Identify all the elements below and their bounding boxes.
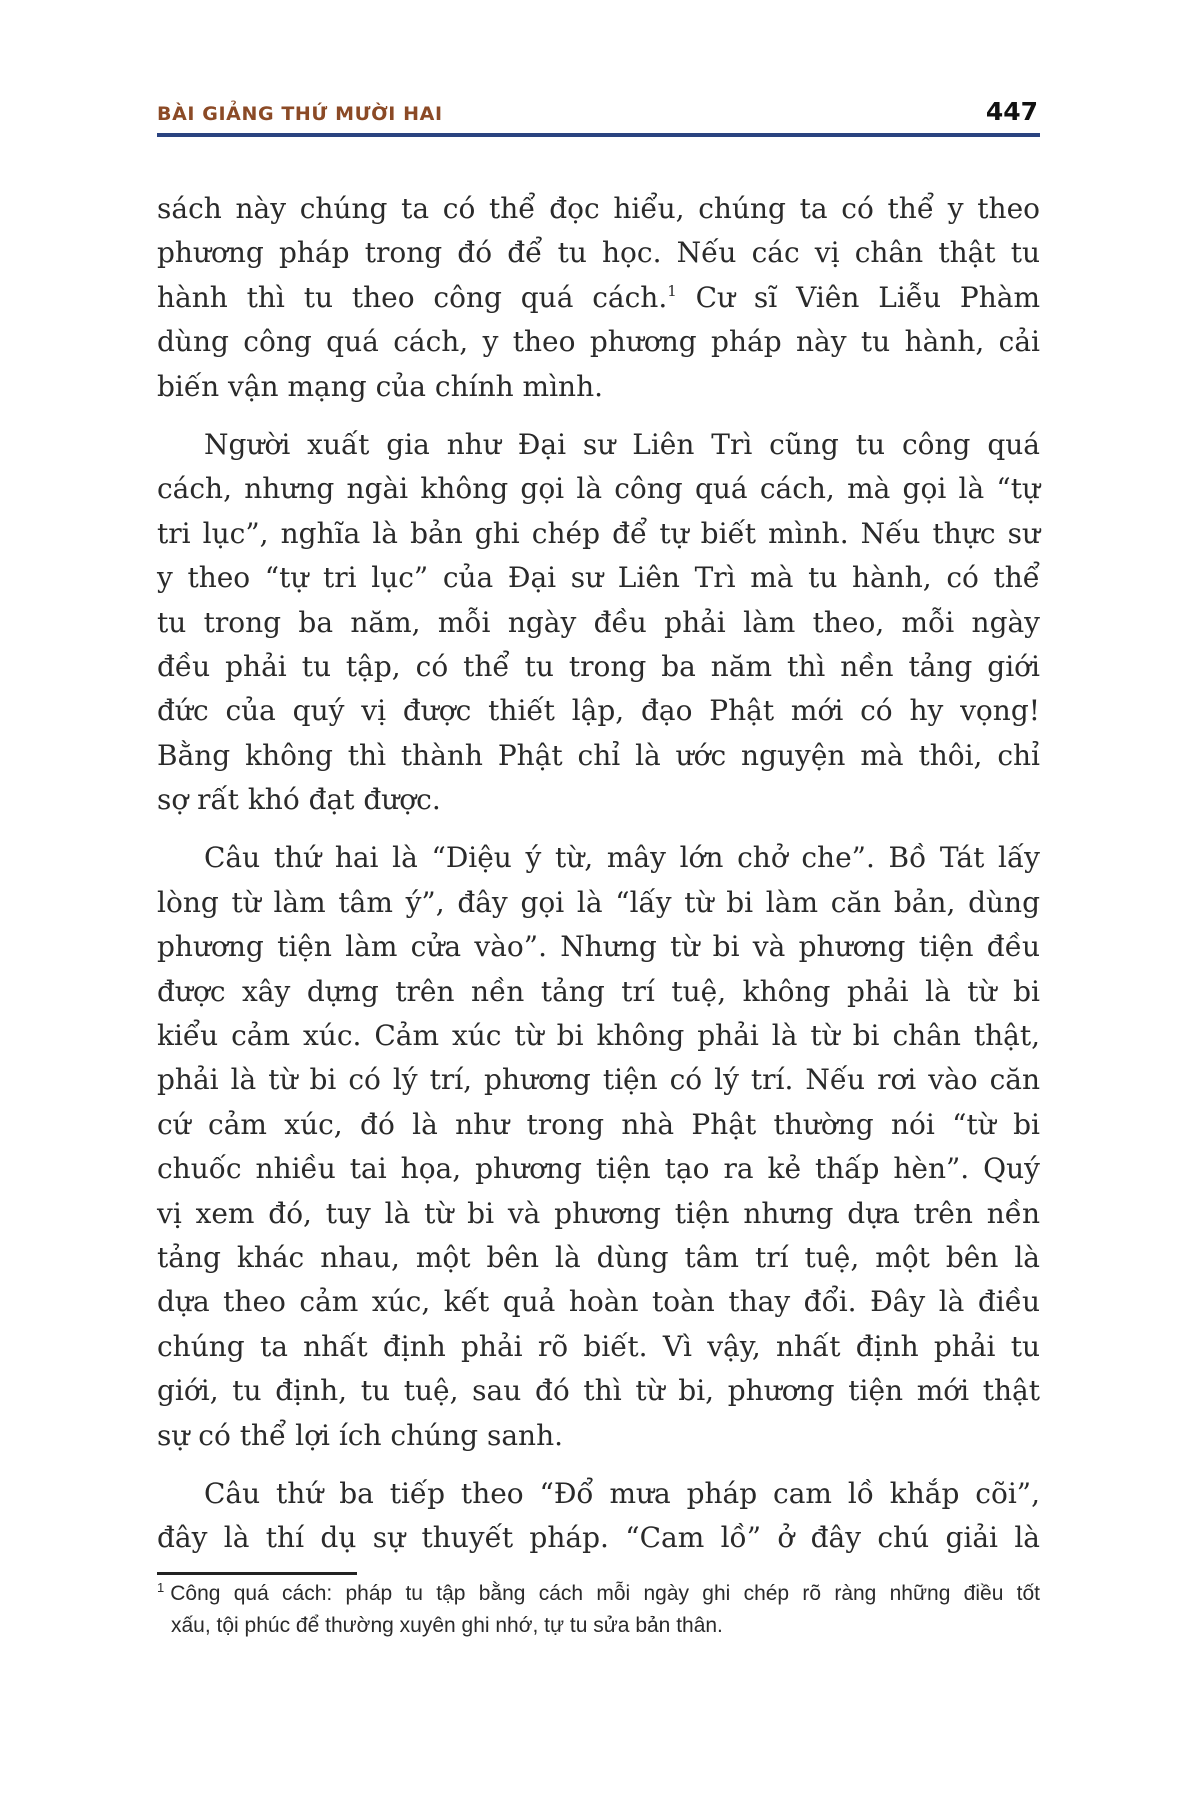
text-line: vị xem đó, tuy là từ bi và phương tiện nhưng dựa trên nền bbox=[157, 1196, 1040, 1230]
text-line: dựa theo cảm xúc, kết quả hoàn toàn thay đổi. Đây là điều bbox=[157, 1285, 1040, 1319]
footnote-text: Công quá cách: pháp tu tập bằng cách mỗi ngày ghi chép rõ ràng những điều tốt bbox=[170, 1582, 1040, 1605]
text-line: Người xuất gia như Đại sư Liên Trì cũng tu công quá bbox=[204, 427, 1040, 461]
text-line: Bằng không thì thành Phật chỉ là ước nguyện mà thôi, chỉ bbox=[157, 738, 1040, 772]
footnote-marker: 1 bbox=[157, 1580, 165, 1595]
text-line: cứ cảm xúc, đó là như trong nhà Phật thường nói “từ bi bbox=[157, 1107, 1040, 1141]
paragraph-2 bbox=[157, 423, 1040, 823]
text-line: chuốc nhiều tai họa, phương tiện tạo ra kẻ thấp hèn”. Quý bbox=[157, 1152, 1040, 1186]
text-line: sách này chúng ta có thể đọc hiểu, chúng ta có thể y theo bbox=[157, 192, 1040, 225]
text-line: đây là thí dụ sự thuyết pháp. “Cam lồ” ở đây chú giải là bbox=[157, 1521, 1040, 1555]
footnote-reference[interactable]: 1 bbox=[667, 281, 677, 300]
text-line: phương pháp trong đó để tu học. Nếu các vị chân thật tu bbox=[157, 236, 1040, 270]
text-line: dùng công quá cách, y theo phương pháp này tu hành, cải bbox=[157, 325, 1040, 359]
footnote-line: xấu, tội phúc để thường xuyên ghi nhớ, tự tu sửa bản thân. bbox=[171, 1614, 723, 1637]
text-line: giới, tu định, tu tuệ, sau đó thì từ bi, phương tiện mới thật bbox=[157, 1374, 1040, 1408]
text-segment: hành thì tu theo công quá cách. bbox=[157, 280, 668, 314]
text-line: chúng ta nhất định phải rõ biết. Vì vậy, nhất định phải tu bbox=[157, 1329, 1040, 1363]
text-line: kiểu cảm xúc. Cảm xúc từ bi không phải là từ bi chân thật, bbox=[157, 1019, 1040, 1053]
paragraph-1 bbox=[157, 187, 1040, 409]
text-line: đều phải tu tập, có thể tu trong ba năm thì nền tảng giới bbox=[157, 649, 1040, 683]
body-text bbox=[157, 187, 1040, 1561]
text-line: Câu thứ ba tiếp theo “Đổ mưa pháp cam lồ khắp cõi”, bbox=[204, 1476, 1040, 1510]
footnote bbox=[157, 1578, 1040, 1642]
paragraph-3 bbox=[157, 836, 1040, 1457]
text-line: phương tiện làm cửa vào”. Nhưng từ bi và phương tiện đều bbox=[157, 930, 1040, 964]
text-line: biến vận mạng của chính mình. bbox=[157, 369, 604, 403]
text-line: được xây dựng trên nền tảng trí tuệ, không phải là từ bi bbox=[157, 974, 1040, 1008]
text-line: sự có thể lợi ích chúng sanh. bbox=[157, 1418, 564, 1452]
text-line: lòng từ làm tâm ý”, đây gọi là “lấy từ bi làm căn bản, dùng bbox=[157, 885, 1040, 919]
footnote-line bbox=[157, 1578, 1040, 1610]
text-line: đức của quý vị được thiết lập, đạo Phật mới có hy vọng! bbox=[157, 694, 1040, 728]
text-line: phải là từ bi có lý trí, phương tiện có lý trí. Nếu rơi vào căn bbox=[157, 1063, 1040, 1097]
text-line: tảng khác nhau, một bên là dùng tâm trí tuệ, một bên là bbox=[157, 1240, 1040, 1274]
text-line: tu trong ba năm, mỗi ngày đều phải làm theo, mỗi ngày bbox=[157, 605, 1040, 639]
footnote-rule bbox=[157, 1572, 357, 1575]
text-line: y theo “tự tri lục” của Đại sư Liên Trì mà tu hành, có thể bbox=[157, 561, 1040, 595]
text-line: cách, nhưng ngài không gọi là công quá cách, mà gọi là “tự bbox=[157, 472, 1040, 506]
text-line: Câu thứ hai là “Diệu ý từ, mây lớn chở che”. Bồ Tát lấy bbox=[204, 841, 1040, 875]
running-header bbox=[157, 97, 1040, 137]
text-segment: Cư sĩ Viên Liễu Phàm bbox=[676, 280, 1040, 314]
header-rule bbox=[157, 133, 1040, 137]
paragraph-4 bbox=[157, 1472, 1040, 1561]
running-title: BÀI GIẢNG THỨ MƯỜI HAI bbox=[157, 103, 443, 125]
text-line: sợ rất khó đạt được. bbox=[157, 783, 441, 817]
text-line bbox=[157, 276, 1040, 320]
page-number: 447 bbox=[985, 97, 1038, 126]
text-line: tri lục”, nghĩa là bản ghi chép để tự biết mình. Nếu thực sư bbox=[157, 516, 1040, 550]
